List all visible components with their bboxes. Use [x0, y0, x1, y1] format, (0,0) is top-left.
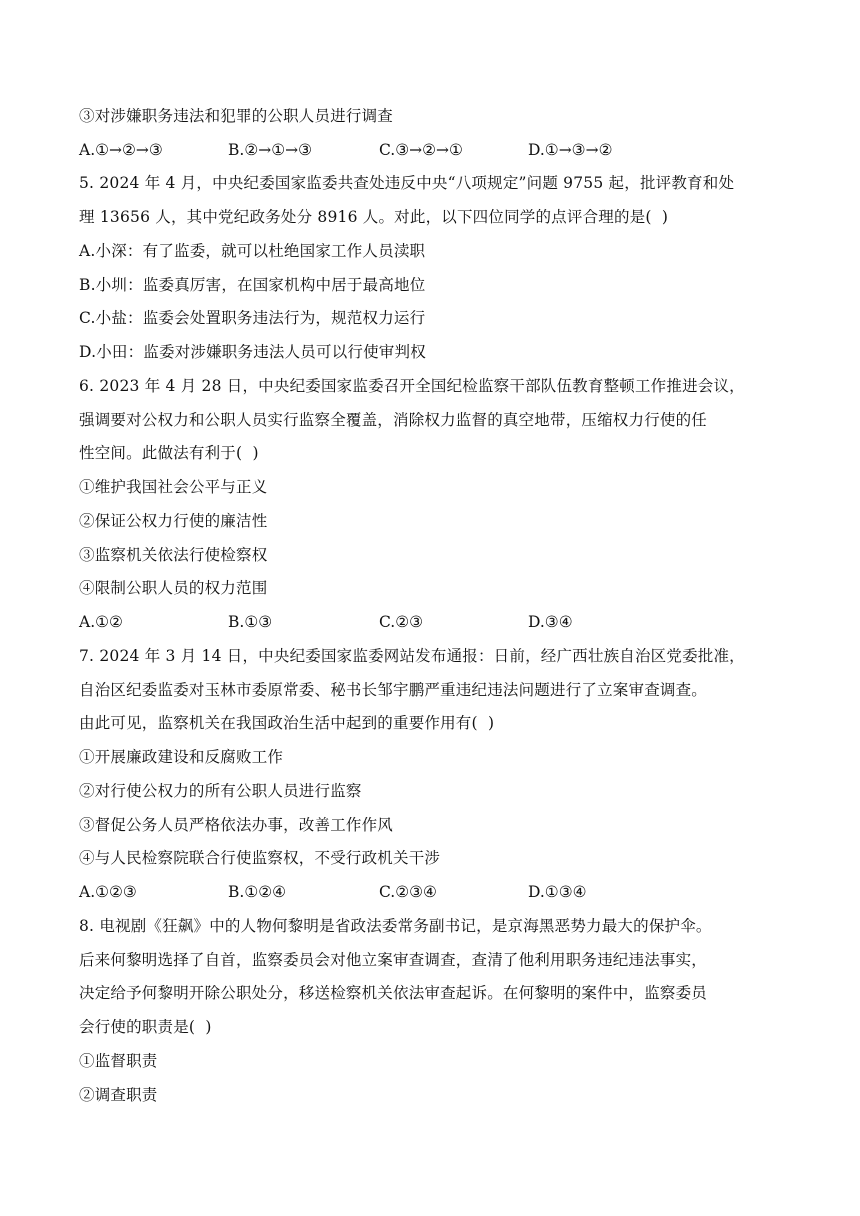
q5-option-c: C.小盐：监委会处置职务违法行为，规范权力运行: [79, 309, 426, 327]
q8-stem-line-2: 后来何黎明选择了自首，监察委员会对他立案审查调查，查清了他利用职务违纪违法事实，: [79, 951, 708, 969]
q8-stem-line-3: 决定给予何黎明开除公职处分，移送检察机关依法审查起诉。在何黎明的案件中，监察委员: [79, 984, 708, 1002]
q6-option-c: C.②③: [379, 613, 424, 631]
q7-option-c: C.②③④: [379, 883, 437, 901]
q7-stem-line-2: 自治区纪委监委对玉林市委原常委、秘书长邹宇鹏严重违纪违法问题进行了立案审查调查。: [79, 681, 708, 699]
q6-option-b: B.①③: [228, 613, 273, 631]
q6-statement-2: ②保证公权力行使的廉洁性: [79, 512, 268, 530]
q6-stem-line-1: 6. 2023 年 4 月 28 日，中央纪委国家监委召开全国纪检监察干部队伍教育整顿工作推进会议，: [79, 377, 745, 395]
q7-option-d: D.①③④: [528, 883, 587, 901]
q5-stem-line-1: 5. 2024 年 4 月，中央纪委国家监委共查处违反中央“八项规定”问题 9755 起，批评教育和处: [79, 174, 735, 192]
q7-stem-line-3: 由此可见，监察机关在我国政治生活中起到的重要作用有( ): [79, 714, 495, 732]
q4-option-c: C.③→②→①: [379, 141, 463, 159]
q4-option-d: D.①→③→②: [528, 141, 613, 159]
q7-option-a: A.①②③: [79, 883, 137, 901]
q6-option-d: D.③④: [528, 613, 573, 631]
q7-statement-4: ④与人民检察院联合行使监察权，不受行政机关干涉: [79, 849, 441, 867]
q6-stem-line-3: 性空间。此做法有利于( ): [79, 444, 259, 462]
q7-statement-3: ③督促公务人员严格依法办事，改善工作作风: [79, 816, 394, 834]
q6-stem-line-2: 强调要对公权力和公职人员实行监察全覆盖，消除权力监督的真空地带，压缩权力行使的任: [79, 411, 708, 429]
q4-statement-3: ③对涉嫌职务违法和犯罪的公职人员进行调查: [79, 107, 394, 125]
q5-stem-line-2: 理 13656 人，其中党纪政务处分 8916 人。对此，以下四位同学的点评合理的是( ): [79, 208, 669, 226]
q7-option-b: B.①②④: [228, 883, 287, 901]
q7-stem-line-1: 7. 2024 年 3 月 14 日，中央纪委国家监委网站发布通报：日前，经广西壮族自治区党委批准，: [79, 647, 745, 665]
q8-statement-1: ①监督职责: [79, 1052, 158, 1070]
q6-option-a: A.①②: [79, 613, 123, 631]
q6-statement-3: ③监察机关依法行使检察权: [79, 546, 268, 564]
q6-statement-4: ④限制公职人员的权力范围: [79, 579, 268, 597]
q8-stem-line-4: 会行使的职责是( ): [79, 1018, 212, 1036]
q5-option-d: D.小田：监委对涉嫌职务违法人员可以行使审判权: [79, 343, 426, 361]
q4-option-b: B.②→①→③: [228, 141, 312, 159]
q7-statement-1: ①开展廉政建设和反腐败工作: [79, 748, 284, 766]
q4-option-a: A.①→②→③: [79, 141, 163, 159]
q6-statement-1: ①维护我国社会公平与正义: [79, 478, 268, 496]
q5-option-a: A.小深：有了监委，就可以杜绝国家工作人员渎职: [79, 242, 426, 260]
q5-option-b: B.小圳：监委真厉害，在国家机构中居于最高地位: [79, 276, 426, 294]
q8-stem-line-1: 8. 电视剧《狂飙》中的人物何黎明是省政法委常务副书记，是京海黑恶势力最大的保护伞。: [79, 917, 712, 935]
q7-statement-2: ②对行使公权力的所有公职人员进行监察: [79, 782, 362, 800]
q8-statement-2: ②调查职责: [79, 1086, 158, 1104]
